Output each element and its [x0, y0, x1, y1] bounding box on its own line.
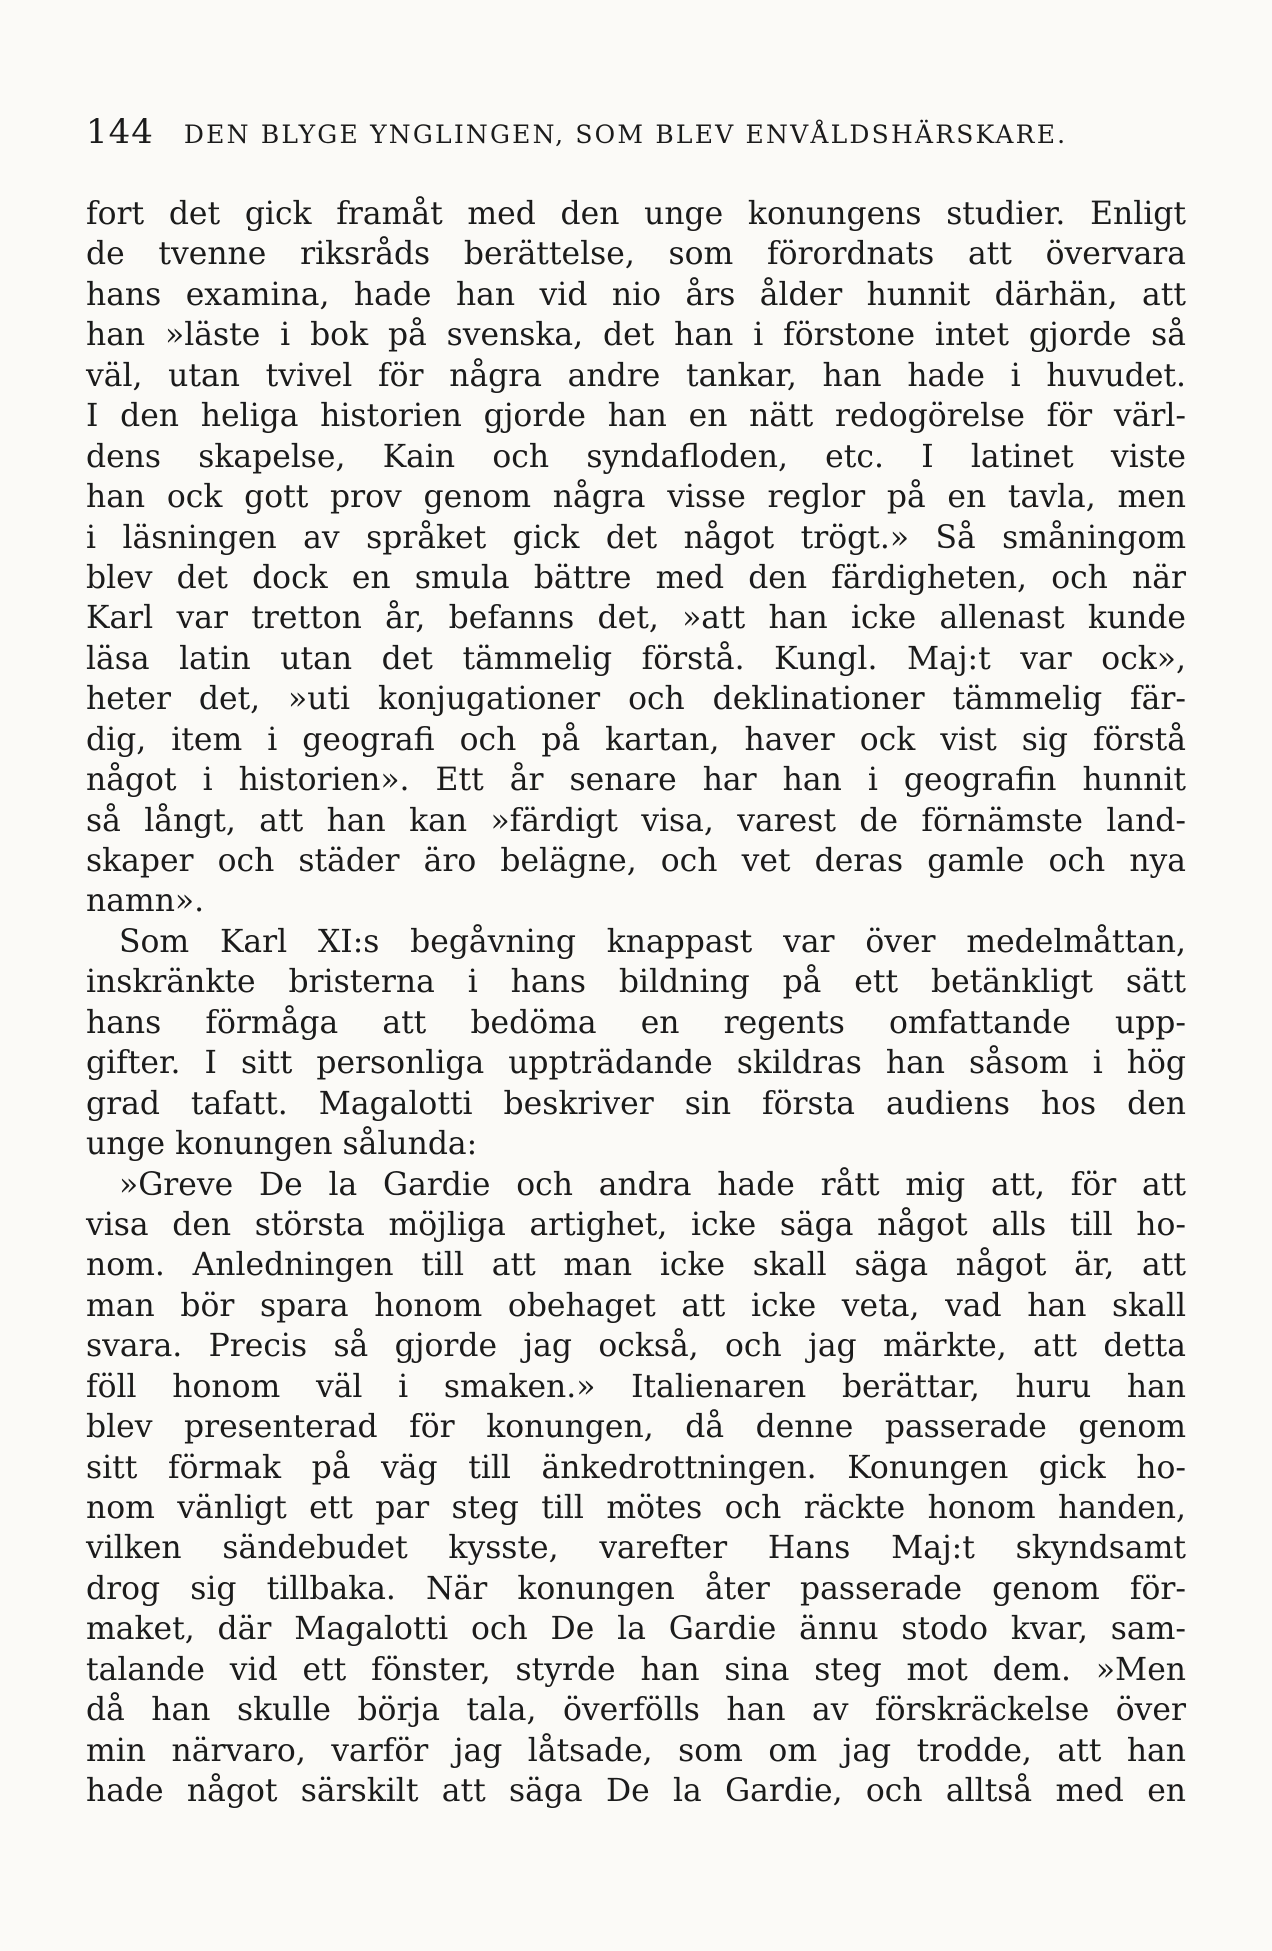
- text-line: talande vid ett fönster, styrde han sina steg mot dem. »Men: [86, 1651, 1186, 1688]
- text-line: hans förmåga att bedöma en regents omfattande upp-: [86, 1004, 1186, 1041]
- text-line: läsa latin utan det tämmelig förstå. Kungl. Maj:t var ock»,: [86, 640, 1186, 677]
- text-line: hans examina, hade han vid nio års ålder hunnit därhän, att: [86, 276, 1186, 313]
- text-line: dig, item i geografi och på kartan, haver ock vist sig förstå: [86, 721, 1186, 758]
- text-line: väl, utan tvivel för några andre tankar, han hade i huvudet.: [86, 357, 1186, 394]
- text-line: då han skulle börja tala, överfölls han av förskräckelse över: [86, 1692, 1186, 1729]
- text-line: skaper och städer äro belägne, och vet deras gamle och nya: [86, 843, 1186, 879]
- text-line: visa den största möjliga artighet, icke säga något alls till ho-: [86, 1206, 1186, 1243]
- text-line: dens skapelse, Kain och syndafloden, etc. I latinet viste: [86, 438, 1186, 475]
- text-line: fort det gick framåt med den unge konungens studier. Enligt: [86, 196, 1186, 232]
- text-line: blev det dock en smula bättre med den färdigheten, och när: [86, 559, 1186, 596]
- text-line: gifter. I sitt personliga uppträdande skildras han såsom i hög: [86, 1045, 1186, 1082]
- text-line: han ock gott prov genom några visse reglor på en tavla, men: [86, 479, 1186, 516]
- text-line: inskränkte bristerna i hans bildning på ett betänkligt sätt: [86, 964, 1186, 1001]
- text-line: han »läste i bok på svenska, det han i förstone intet gjorde så: [86, 317, 1186, 354]
- text-line: grad tafatt. Magalotti beskriver sin första audiens hos den: [86, 1085, 1186, 1122]
- text-line: vilken sändebudet kysste, varefter Hans Maj:t skyndsamt: [86, 1530, 1186, 1567]
- text-line: hade något särskilt att säga De la Gardie, och alltså med en: [86, 1773, 1186, 1810]
- text-line: namn».: [86, 883, 205, 920]
- text-line: nom. Anledningen till att man icke skall säga något är, att: [86, 1247, 1186, 1284]
- text-line: drog sig tillbaka. När konungen åter passerade genom för-: [86, 1570, 1186, 1607]
- text-line: något i historien». Ett år senare har han i geografin hunnit: [86, 762, 1186, 799]
- text-line: Som Karl XI:s begåvning knappast var över medelmåttan,: [119, 923, 1186, 960]
- text-line: I den heliga historien gjorde han en nätt redogörelse för värl-: [86, 398, 1186, 435]
- text-line: heter det, »uti konjugationer och deklinationer tämmelig fär-: [86, 681, 1186, 718]
- text-line: föll honom väl i smaken.» Italienaren berättar, huru han: [86, 1368, 1186, 1405]
- text-line: unge konungen sålunda:: [86, 1126, 478, 1163]
- text-line: »Greve De la Gardie och andra hade rått mig att, för att: [119, 1166, 1186, 1203]
- text-line: Karl var tretton år, befanns det, »att han icke allenast kunde: [86, 600, 1186, 637]
- text-line: blev presenterad för konungen, då denne passerade genom: [86, 1409, 1186, 1446]
- text-line: i läsningen av språket gick det något trögt.» Så småningom: [86, 519, 1186, 556]
- body-text: [86, 194, 1186, 1812]
- page-header: [86, 112, 1186, 162]
- text-line: man bör spara honom obehaget att icke veta, vad han skall: [86, 1287, 1186, 1324]
- text-line: maket, där Magalotti och De la Gardie ännu stodo kvar, sam-: [86, 1611, 1186, 1648]
- text-line: svara. Precis så gjorde jag också, och jag märkte, att detta: [86, 1328, 1186, 1365]
- text-line: nom vänligt ett par steg till mötes och räckte honom handen,: [86, 1490, 1186, 1526]
- text-line: sitt förmak på väg till änkedrottningen. Konungen gick ho-: [86, 1449, 1186, 1486]
- text-line: min närvaro, varför jag låtsade, som om jag trodde, att han: [86, 1732, 1186, 1769]
- text-line: de tvenne riksråds berättelse, som förordnats att övervara: [86, 236, 1186, 273]
- running-title: DEN BLYGE YNGLINGEN, SOM BLEV ENVÅLDSHÄRSKARE.: [183, 120, 1068, 149]
- page-number: 144: [86, 112, 154, 152]
- text-line: så långt, att han kan »färdigt visa, varest de förnämste land-: [86, 802, 1186, 839]
